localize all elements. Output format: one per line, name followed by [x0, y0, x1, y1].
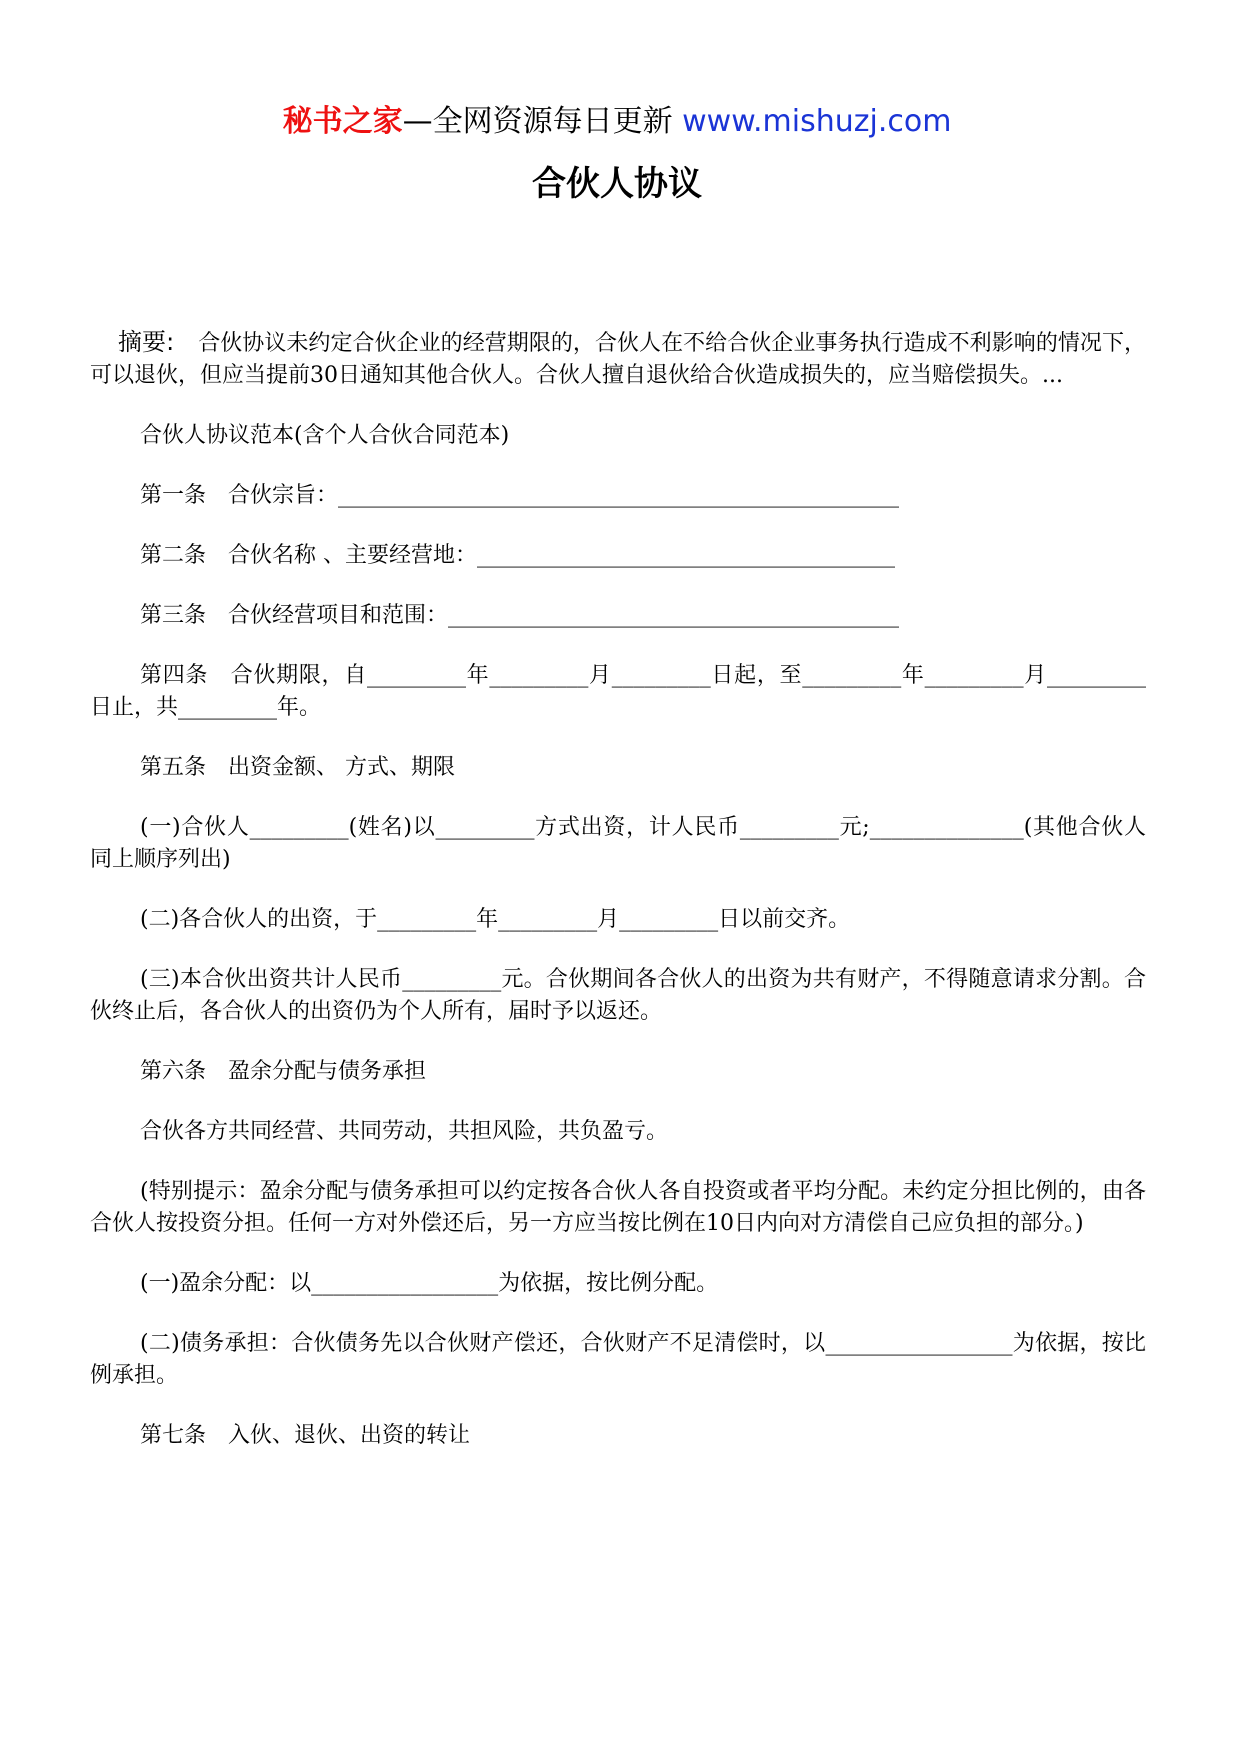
paragraph-special-note: (特别提示：盈余分配与债务承担可以约定按各合伙人各自投资或者平均分配。未约定分担比例的，由各合伙人按投资分担。任何一方对外偿还后，另一方应当按比例在10日内向对方清偿自己应负担的部分。) — [90, 1179, 1146, 1236]
paragraph-article-5-item-3: (三)本合伙出资共计人民币_________元。合伙期间各合伙人的出资为共有财产，不得随意请求分割。合伙终止后，各合伙人的出资仍为个人所有，届时予以返还。 — [90, 967, 1146, 1024]
paragraph-article-2: 第二条 合伙名称 、主要经营地：______________________________________ — [140, 543, 895, 568]
banner-slogan: —全网资源每日更新 — [402, 104, 673, 139]
paragraph-article-6-body: 合伙各方共同经营、共同劳动，共担风险，共负盈亏。 — [140, 1119, 669, 1144]
paragraph-template-heading: 合伙人协议范本(含个人合伙合同范本) — [140, 423, 510, 448]
site-url-link[interactable]: www.mishuzj.com — [682, 104, 952, 139]
site-banner — [0, 102, 1234, 142]
paragraph-article-3: 第三条 合伙经营项目和范围：_________________________________________ — [140, 603, 900, 628]
paragraph-article-4: 第四条 合伙期限，自_________年_________月_________日起，至_________年_________月_________日止，共_________年。 — [90, 663, 1146, 720]
document-title: 合伙人协议 — [532, 164, 702, 204]
abstract-text: 合伙协议未约定合伙企业的经营期限的，合伙人在不给合伙企业事务执行造成不利影响的情况下，可以退伙，但应当提前30日通知其他合伙人。合伙人擅自退伙给合伙造成损失的，应当赔偿损失。... — [90, 331, 1146, 388]
paragraph-article-6: 第六条 盈余分配与债务承担 — [140, 1059, 427, 1084]
document-body — [90, 326, 1146, 1480]
abstract-label: 摘要: — [118, 328, 175, 356]
paragraph-article-6-item-2: (二)债务承担：合伙债务先以合伙财产偿还，合伙财产不足清偿时，以_________________为依据，按比例承担。 — [90, 1331, 1146, 1388]
paragraph-article-1: 第一条 合伙宗旨：___________________________________________________ — [140, 483, 900, 508]
paragraph-article-5-item-1: (一)合伙人_________(姓名)以_________方式出资，计人民币_________元;______________(其他合伙人同上顺序列出) — [90, 815, 1146, 872]
paragraph-article-5: 第五条 出资金额、 方式、期限 — [140, 755, 455, 780]
paragraph-article-7: 第七条 入伙、退伙、出资的转让 — [140, 1423, 471, 1448]
paragraph-article-6-item-1: (一)盈余分配：以_________________为依据，按比例分配。 — [140, 1271, 719, 1296]
abstract-paragraph — [90, 326, 1146, 392]
brand-name: 秘书之家 — [282, 104, 403, 139]
paragraph-article-5-item-2: (二)各合伙人的出资，于_________年_________月_________日以前交齐。 — [140, 907, 851, 932]
